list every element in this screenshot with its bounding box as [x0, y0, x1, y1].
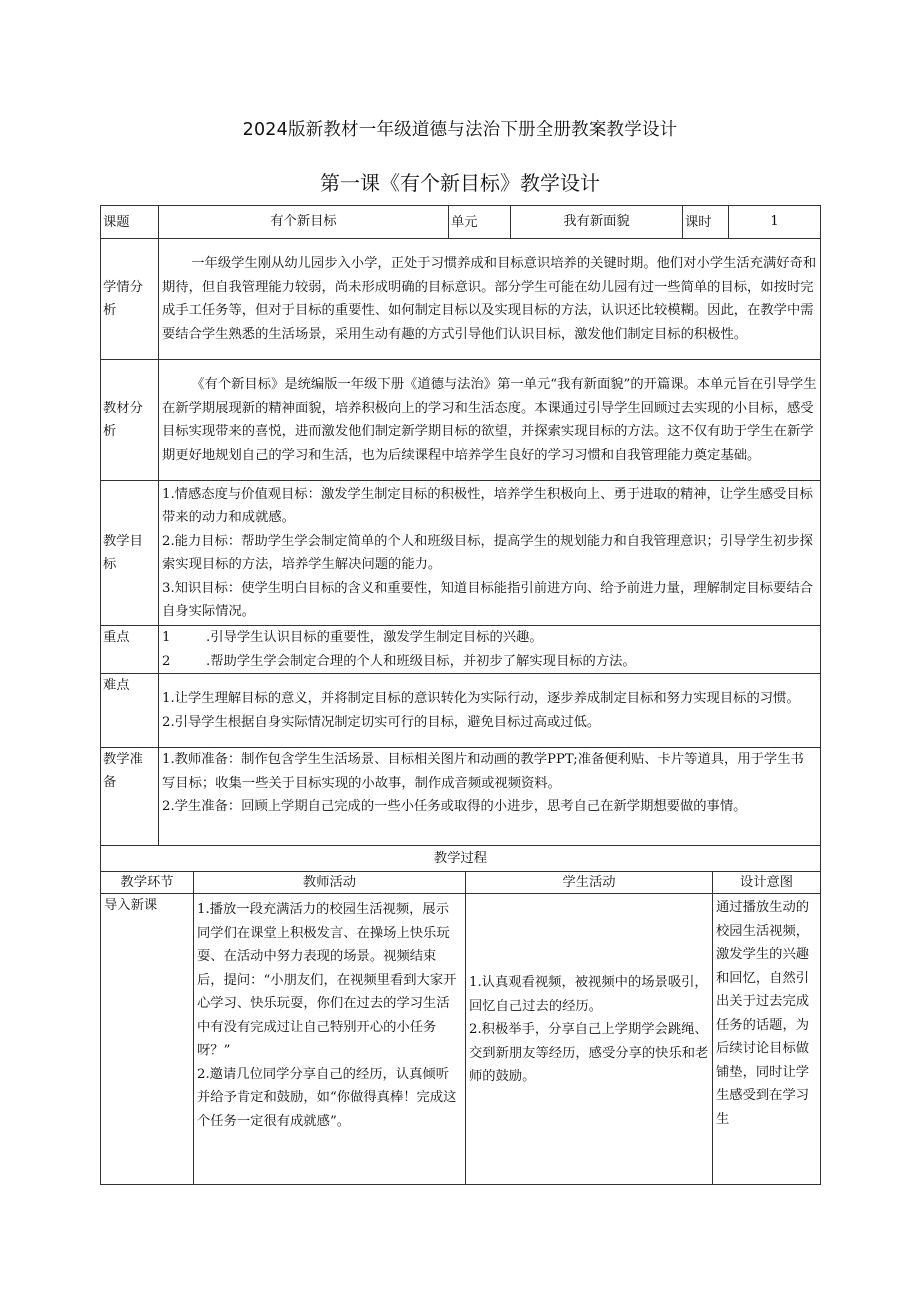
- material-analysis-text: 《有个新目标》是统编版一年级下册《道德与法治》第一单元“我有新面貌”的开篇课。本单元旨在引导学生在新学期展现新的精神面貌，培养积极向上的学习和生活态度。本课通过引导学生回顾过去实现的小目标，感受目标实现带来的喜悦，进而激发他们制定新学期目标的欲望，并探索实现目标的方法。这不仅有助于学生在新学期更好地规划自己的学习和生活，也为后续课程中培养学生良好的学习习惯和自我管理能力奠定基础。: [159, 360, 821, 481]
- key-point-text: .引导学生认识目标的重要性，激发学生制定目标的兴趣。: [206, 630, 543, 645]
- key-point-text: .帮助学生学会制定合理的个人和班级目标，并初步了解实现目标的方法。: [206, 653, 636, 669]
- stage-cell: 导入新课: [101, 894, 194, 1185]
- student-activity-item: 2.积极举手，分享自己上学期学会跳绳、交到新朋友等经历，感受分享的快乐和老师的鼓励。: [469, 1022, 709, 1085]
- key-point-number: 2: [162, 653, 171, 669]
- teacher-activity-cell: [194, 894, 466, 1185]
- process-title-row: [101, 846, 821, 872]
- preparation-item: 2.学生准备：回顾上学期自己完成的一些小任务或取得的小进步，思考自己在新学期想要做的事情。: [162, 799, 747, 814]
- difficulty-item: 1.让学生理解目标的意义，并将制定目标的意识转化为实际行动，逐步养成制定目标和努力实现目标的习惯。: [162, 691, 800, 706]
- key-point-item: [162, 626, 817, 650]
- objectives-row: [101, 481, 821, 626]
- difficulties-cell: [159, 674, 821, 748]
- student-analysis-text: 一年级学生刚从幼儿园步入小学，正处于习惯养成和目标意识培养的关键时期。他们对小学生活充满好奇和期待，但自我管理能力较弱，尚未形成明确的目标意识。部分学生可能在幼儿园有过一些简单的目标，如按时完成手工任务等，但对于目标的重要性、如何制定目标以及实现目标的方法，认识还比较模糊。因此，在教学中需要结合学生熟悉的生活场景，采用生动有趣的方式引导他们认识目标，激发他们制定目标的积极性。: [159, 239, 821, 360]
- difficulties-row: [101, 674, 821, 748]
- topic-label: 课题: [101, 206, 159, 239]
- key-points-cell: [159, 626, 821, 674]
- material-analysis-label: 教材分析: [101, 360, 159, 481]
- process-header-row: [101, 872, 821, 894]
- key-point-number: 1: [162, 630, 171, 645]
- key-point-item: [162, 650, 817, 674]
- column-header: 学生活动: [466, 872, 713, 894]
- key-points-row: [101, 626, 821, 674]
- objectives-cell: [159, 481, 821, 626]
- material-analysis-row: [101, 360, 821, 481]
- student-analysis-row: [101, 239, 821, 360]
- teacher-activity-item: 2.邀请几位同学分享自己的经历，认真倾听并给予肯定和鼓励，如“你做得真棒！完成这个任务一定很有成就感”。: [197, 1066, 457, 1129]
- objective-item: 1.情感态度与价值观目标：激发学生制定目标的积极性，培养学生积极向上、勇于进取的精神，让学生感受目标带来的动力和成就感。: [162, 486, 813, 525]
- preparation-label: 教学准备: [101, 748, 159, 846]
- key-points-label: 重点: [101, 626, 159, 674]
- unit-value: 我有新面貌: [511, 206, 683, 239]
- teacher-activity-item: 1.播放一段充满活力的校园生活视频，展示同学们在课堂上积极发言、在操场上快乐玩耍、在活动中努力表现的场景。视频结束后，提问：“小朋友们，在视频里看到大家开心学习、快乐玩耍，你们在过去的学习生活中有没有完成过让自己特别开心的小任务呀？”: [197, 902, 457, 1058]
- lesson-info-table: [100, 205, 821, 846]
- design-intent-cell: 通过播放生动的校园生活视频，激发学生的兴趣和回忆，自然引出关于过去完成任务的话题，为后续讨论目标做铺垫，同时让学生感受到在学习生: [713, 894, 821, 1185]
- column-header: 教学环节: [101, 872, 194, 894]
- unit-label: 单元: [449, 206, 511, 239]
- student-activity-item: 1.认真观看视频，被视频中的场景吸引，回忆自己过去的经历。: [469, 975, 708, 1014]
- objective-item: 3.知识目标：使学生明白目标的含义和重要性，知道目标能指引前进方向、给予前进力量，理解制定目标要结合自身实际情况。: [162, 580, 813, 619]
- column-header: 教师活动: [194, 872, 466, 894]
- hours-label: 课时: [683, 206, 729, 239]
- column-header: 设计意图: [713, 872, 821, 894]
- header-row: [101, 206, 821, 239]
- document-title: 2024版新教材一年级道德与法治下册全册教案教学设计: [242, 120, 678, 140]
- preparation-cell: [159, 748, 821, 846]
- difficulties-label: 难点: [101, 674, 159, 748]
- process-title: 教学过程: [101, 846, 821, 872]
- student-activity-cell: [466, 894, 713, 1185]
- student-analysis-label: 学情分析: [101, 239, 159, 360]
- lesson-title: 第一课《有个新目标》教学设计: [320, 171, 600, 195]
- teaching-process-table: [100, 845, 821, 1185]
- difficulty-item: 2.引导学生根据自身实际情况制定切实可行的目标，避免目标过高或过低。: [162, 714, 601, 730]
- table-row: [101, 894, 821, 1185]
- topic-value: 有个新目标: [159, 206, 449, 239]
- preparation-item: 1.教师准备：制作包含学生生活场景、目标相关图片和动画的教学PPT;准备便利贴、卡片等道具，用于学生书写目标；收集一些关于目标实现的小故事，制作成音频或视频资料。: [162, 752, 804, 791]
- objective-item: 2.能力目标：帮助学生学会制定简单的个人和班级目标，提高学生的规划能力和自我管理意识；引导学生初步探索实现目标的方法，培养学生解决问题的能力。: [162, 533, 813, 572]
- hours-value: 1: [729, 206, 821, 239]
- preparation-row: [101, 748, 821, 846]
- objectives-label: 教学目标: [101, 481, 159, 626]
